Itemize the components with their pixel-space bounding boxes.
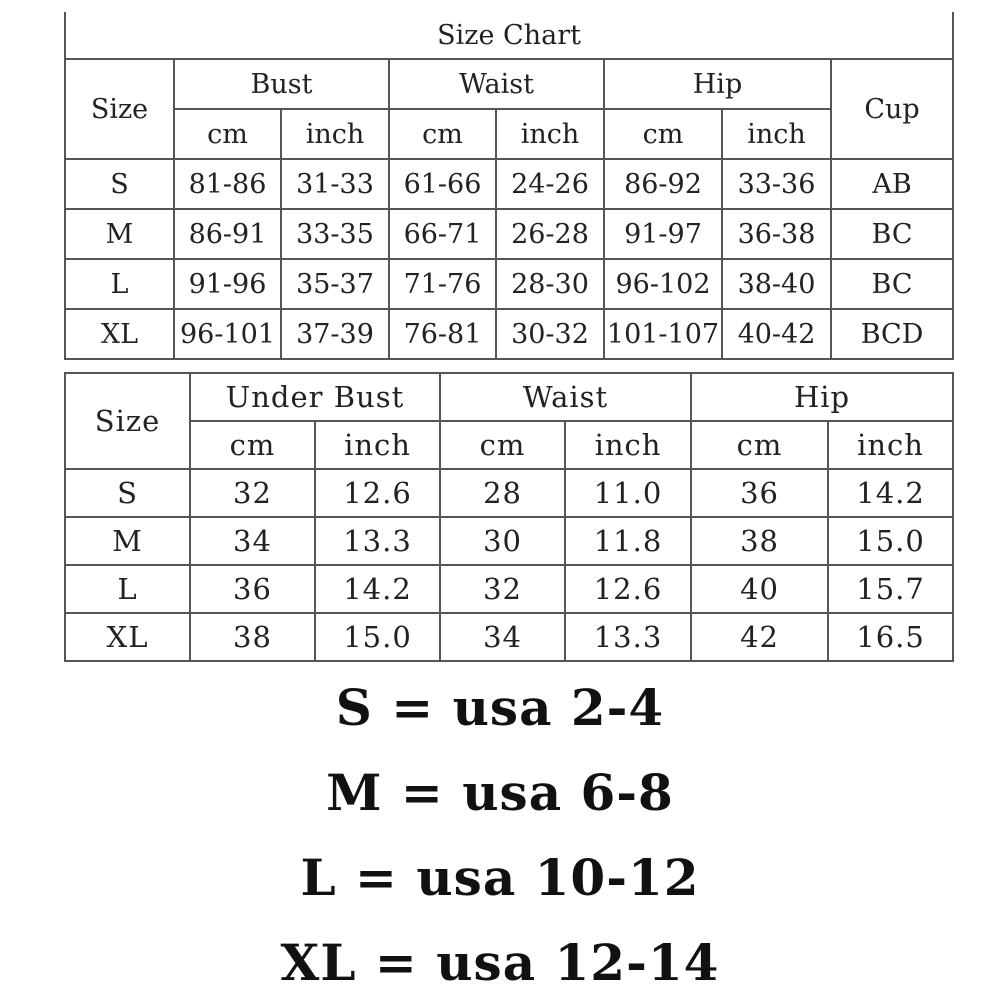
table-cell: 30 bbox=[440, 517, 565, 565]
table-cell: 11.8 bbox=[565, 517, 691, 565]
chart-title: Size Chart bbox=[65, 12, 953, 59]
table-cell: 38 bbox=[190, 613, 315, 661]
hip-header: Hip bbox=[604, 59, 831, 109]
table-cell: 12.6 bbox=[315, 469, 440, 517]
table-cell: 24-26 bbox=[496, 159, 604, 209]
table-cell: 15.7 bbox=[828, 565, 953, 613]
waist-header: Waist bbox=[440, 373, 691, 421]
size-cell: S bbox=[65, 469, 190, 517]
unit-header: cm bbox=[190, 421, 315, 469]
table-cell: 32 bbox=[190, 469, 315, 517]
unit-header: inch bbox=[281, 109, 389, 159]
table-row bbox=[65, 309, 953, 359]
table-cell: 96-102 bbox=[604, 259, 722, 309]
table-cell: 66-71 bbox=[389, 209, 496, 259]
table-cell: 35-37 bbox=[281, 259, 389, 309]
size-header: Size bbox=[65, 59, 174, 159]
table-cell: 13.3 bbox=[315, 517, 440, 565]
table-cell: 13.3 bbox=[565, 613, 691, 661]
table-row bbox=[65, 209, 953, 259]
cup-cell: BC bbox=[831, 209, 953, 259]
size-chart-table bbox=[64, 12, 954, 360]
table-cell: 42 bbox=[691, 613, 828, 661]
table-cell: 36 bbox=[691, 469, 828, 517]
unit-header: cm bbox=[174, 109, 281, 159]
unit-header: cm bbox=[389, 109, 496, 159]
table-cell: 36-38 bbox=[722, 209, 831, 259]
table-cell: 96-101 bbox=[174, 309, 281, 359]
table-cell: 31-33 bbox=[281, 159, 389, 209]
header-row-groups bbox=[65, 59, 953, 109]
table-cell: 40-42 bbox=[722, 309, 831, 359]
table-cell: 36 bbox=[190, 565, 315, 613]
unit-header: cm bbox=[440, 421, 565, 469]
table-cell: 91-96 bbox=[174, 259, 281, 309]
table-cell: 61-66 bbox=[389, 159, 496, 209]
table-cell: 86-92 bbox=[604, 159, 722, 209]
size-cell: M bbox=[65, 209, 174, 259]
unit-header: inch bbox=[828, 421, 953, 469]
table-row bbox=[65, 613, 953, 661]
size-conversion-m: M = usa 6-8 bbox=[326, 763, 674, 822]
size-cell: XL bbox=[65, 613, 190, 661]
table-cell: 15.0 bbox=[828, 517, 953, 565]
title-row bbox=[65, 12, 953, 59]
hip-header: Hip bbox=[691, 373, 953, 421]
unit-header: inch bbox=[496, 109, 604, 159]
table-cell: 40 bbox=[691, 565, 828, 613]
measurement-table bbox=[64, 372, 954, 662]
table-row bbox=[65, 517, 953, 565]
size-header: Size bbox=[65, 373, 190, 469]
cup-cell: AB bbox=[831, 159, 953, 209]
unit-header: inch bbox=[722, 109, 831, 159]
table-cell: 26-28 bbox=[496, 209, 604, 259]
table-cell: 14.2 bbox=[315, 565, 440, 613]
table-cell: 71-76 bbox=[389, 259, 496, 309]
table-cell: 30-32 bbox=[496, 309, 604, 359]
size-conversion-xl: XL = usa 12-14 bbox=[280, 933, 720, 992]
table-cell: 34 bbox=[190, 517, 315, 565]
table-cell: 91-97 bbox=[604, 209, 722, 259]
table-row bbox=[65, 259, 953, 309]
table-cell: 32 bbox=[440, 565, 565, 613]
unit-header: inch bbox=[565, 421, 691, 469]
cup-header: Cup bbox=[831, 59, 953, 159]
cup-cell: BC bbox=[831, 259, 953, 309]
table-cell: 86-91 bbox=[174, 209, 281, 259]
size-cell: L bbox=[65, 259, 174, 309]
table-row bbox=[65, 159, 953, 209]
table-cell: 28 bbox=[440, 469, 565, 517]
table-cell: 28-30 bbox=[496, 259, 604, 309]
table-cell: 76-81 bbox=[389, 309, 496, 359]
unit-header: inch bbox=[315, 421, 440, 469]
header-row-groups bbox=[65, 373, 953, 421]
table-row bbox=[65, 565, 953, 613]
size-cell: M bbox=[65, 517, 190, 565]
table-cell: 14.2 bbox=[828, 469, 953, 517]
size-conversion-s: S = usa 2-4 bbox=[335, 678, 665, 737]
table-cell: 33-35 bbox=[281, 209, 389, 259]
waist-header: Waist bbox=[389, 59, 604, 109]
table-row bbox=[65, 469, 953, 517]
size-cell: S bbox=[65, 159, 174, 209]
table-cell: 34 bbox=[440, 613, 565, 661]
table-cell: 12.6 bbox=[565, 565, 691, 613]
size-cell: L bbox=[65, 565, 190, 613]
table-cell: 81-86 bbox=[174, 159, 281, 209]
cup-cell: BCD bbox=[831, 309, 953, 359]
table-cell: 15.0 bbox=[315, 613, 440, 661]
header-row-units bbox=[65, 109, 953, 159]
header-row-units bbox=[65, 421, 953, 469]
size-cell: XL bbox=[65, 309, 174, 359]
table-cell: 16.5 bbox=[828, 613, 953, 661]
table-cell: 37-39 bbox=[281, 309, 389, 359]
table-cell: 101-107 bbox=[604, 309, 722, 359]
table-cell: 38-40 bbox=[722, 259, 831, 309]
table-cell: 38 bbox=[691, 517, 828, 565]
under-bust-header: Under Bust bbox=[190, 373, 440, 421]
table-cell: 33-36 bbox=[722, 159, 831, 209]
size-conversion-l: L = usa 10-12 bbox=[300, 848, 700, 907]
unit-header: cm bbox=[691, 421, 828, 469]
table-cell: 11.0 bbox=[565, 469, 691, 517]
bust-header: Bust bbox=[174, 59, 389, 109]
unit-header: cm bbox=[604, 109, 722, 159]
